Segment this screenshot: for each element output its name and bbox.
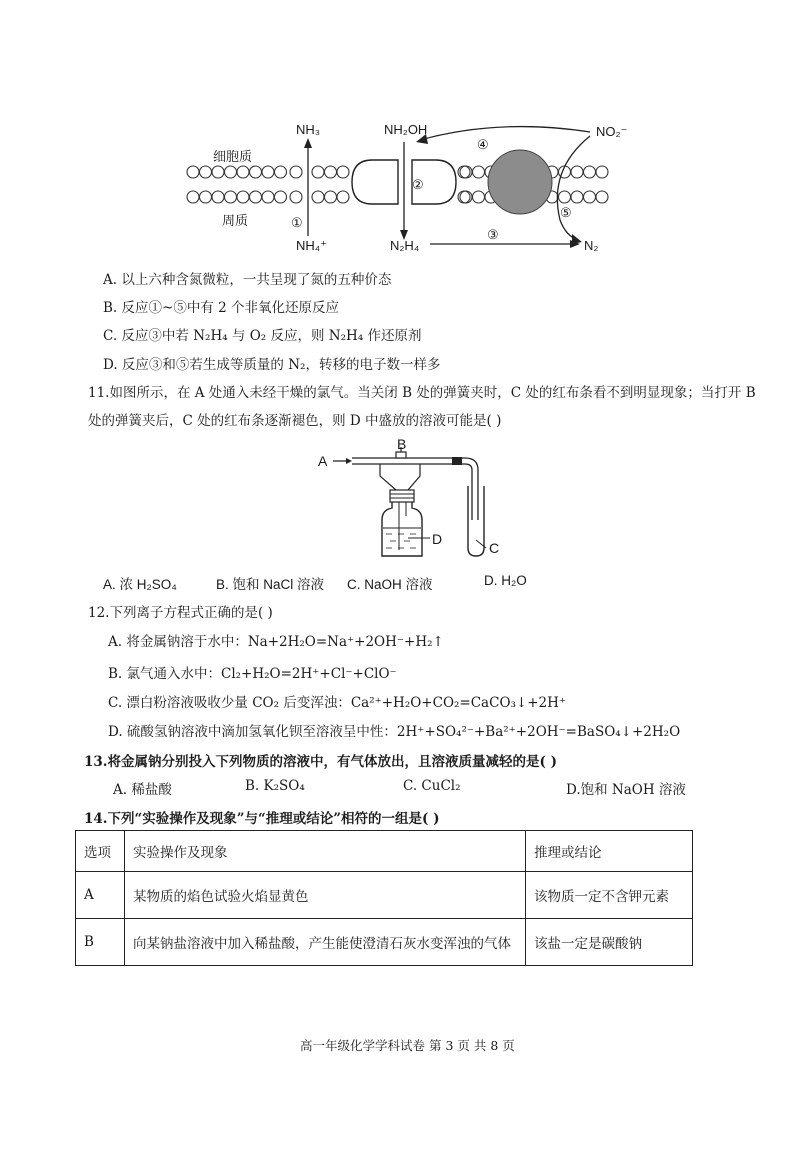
- experiment-table: [75, 830, 693, 966]
- apparatus-label-a: A: [318, 453, 328, 469]
- q13-option-a: A. 稀盐酸: [113, 782, 172, 798]
- row-a-option: A: [76, 872, 125, 919]
- header-conclusion: 推理或结论: [526, 831, 693, 872]
- periplasm-label: 周质: [222, 214, 249, 229]
- q12-option-a: A. 将金属钠溶于水中：Na+2H₂O=Na⁺+2OH⁻+H₂↑: [108, 634, 444, 650]
- step-2-label: ②: [412, 178, 424, 193]
- header-option: 选项: [76, 831, 125, 872]
- header-operation: 实验操作及现象: [125, 831, 526, 872]
- q13-option-d: D.饱和 NaOH 溶液: [566, 782, 686, 798]
- q12-stem: 12.下列离子方程式正确的是( ): [88, 605, 273, 621]
- row-b-operation: 向某钠盐溶液中加入稀盐酸，产生能使澄清石灰水变浑浊的气体: [125, 919, 526, 966]
- q11-stem-line1: 11.如图所示，在 A 处通入未经干燥的氯气。当关闭 B 处的弹簧夹时，C 处的红布条看不到明显现象；当打开 B: [88, 385, 756, 401]
- step-5-label: ⑤: [560, 206, 572, 221]
- row-b-option: B: [76, 919, 125, 966]
- q13-option-c: C. CuCl₂: [403, 778, 461, 794]
- q11-option-b: B. 饱和 NaCl 溶液: [216, 577, 325, 592]
- q11-option-d: D. H₂O: [484, 573, 527, 588]
- nh2oh-label: NH₂OH: [384, 122, 428, 137]
- n2-label: N₂: [584, 238, 599, 253]
- nh3-label: NH₃: [296, 122, 321, 137]
- no2-label: NO₂⁻: [596, 124, 628, 139]
- q12-option-b: B. 氯气通入水中：Cl₂+H₂O=2H⁺+Cl⁻+ClO⁻: [108, 666, 397, 682]
- table-row: [76, 919, 693, 966]
- apparatus-label-c: C: [489, 540, 500, 556]
- q12-option-d: D. 硫酸氢钠溶液中滴加氢氧化钡至溶液呈中性：2H⁺+SO₄²⁻+Ba²⁺+2OH⁻=BaSO₄↓+2H₂O: [108, 724, 681, 740]
- q10-option-a: A. 以上六种含氮微粒，一共呈现了氮的五种价态: [103, 272, 392, 288]
- q11-option-c: C. NaOH 溶液: [347, 577, 433, 592]
- row-a-conclusion: 该物质一定不含钾元素: [526, 872, 693, 919]
- apparatus-label-d: D: [432, 531, 443, 547]
- q10-option-c: C. 反应③中若 N₂H₄ 与 O₂ 反应，则 N₂H₄ 作还原剂: [103, 328, 422, 344]
- q11-option-a: A. 浓 H₂SO₄: [103, 577, 177, 592]
- table-row: [76, 872, 693, 919]
- q13-option-b: B. K₂SO₄: [245, 778, 305, 794]
- n2h4-label: N₂H₄: [390, 238, 420, 253]
- apparatus-label-b: B: [397, 436, 407, 452]
- nh4-label: NH₄⁺: [296, 238, 327, 253]
- row-b-conclusion: 该盐一定是碳酸钠: [526, 919, 693, 966]
- step-4-label: ④: [477, 138, 489, 153]
- page-footer: 高一年级化学学科试卷 第 3 页 共 8 页: [300, 1038, 515, 1053]
- step-1-label: ①: [291, 216, 303, 231]
- row-a-operation: 某物质的焰色试验火焰显黄色: [125, 872, 526, 919]
- q13-stem: 13.将金属钠分别投入下列物质的溶液中，有气体放出，且溶液质量减轻的是( ): [84, 754, 557, 770]
- step-3-label: ③: [487, 228, 499, 243]
- q10-option-d: D. 反应③和⑤若生成等质量的 N₂，转移的电子数一样多: [103, 357, 441, 373]
- table-header-row: [76, 831, 693, 872]
- q10-option-b: B. 反应①~⑤中有 2 个非氧化还原反应: [103, 300, 339, 316]
- q12-option-c: C. 漂白粉溶液吸收少量 CO₂ 后变浑浊：Ca²⁺+H₂O+CO₂=CaCO₃↓+2H⁺: [108, 695, 567, 711]
- q14-stem: 14.下列“实验操作及现象”与“推理或结论”相符的一组是( ): [84, 811, 440, 827]
- cytoplasm-label: 细胞质: [213, 150, 253, 165]
- q11-stem-line2: 处的弹簧夹后，C 处的红布条逐渐褪色，则 D 中盛放的溶液可能是( ): [88, 413, 502, 429]
